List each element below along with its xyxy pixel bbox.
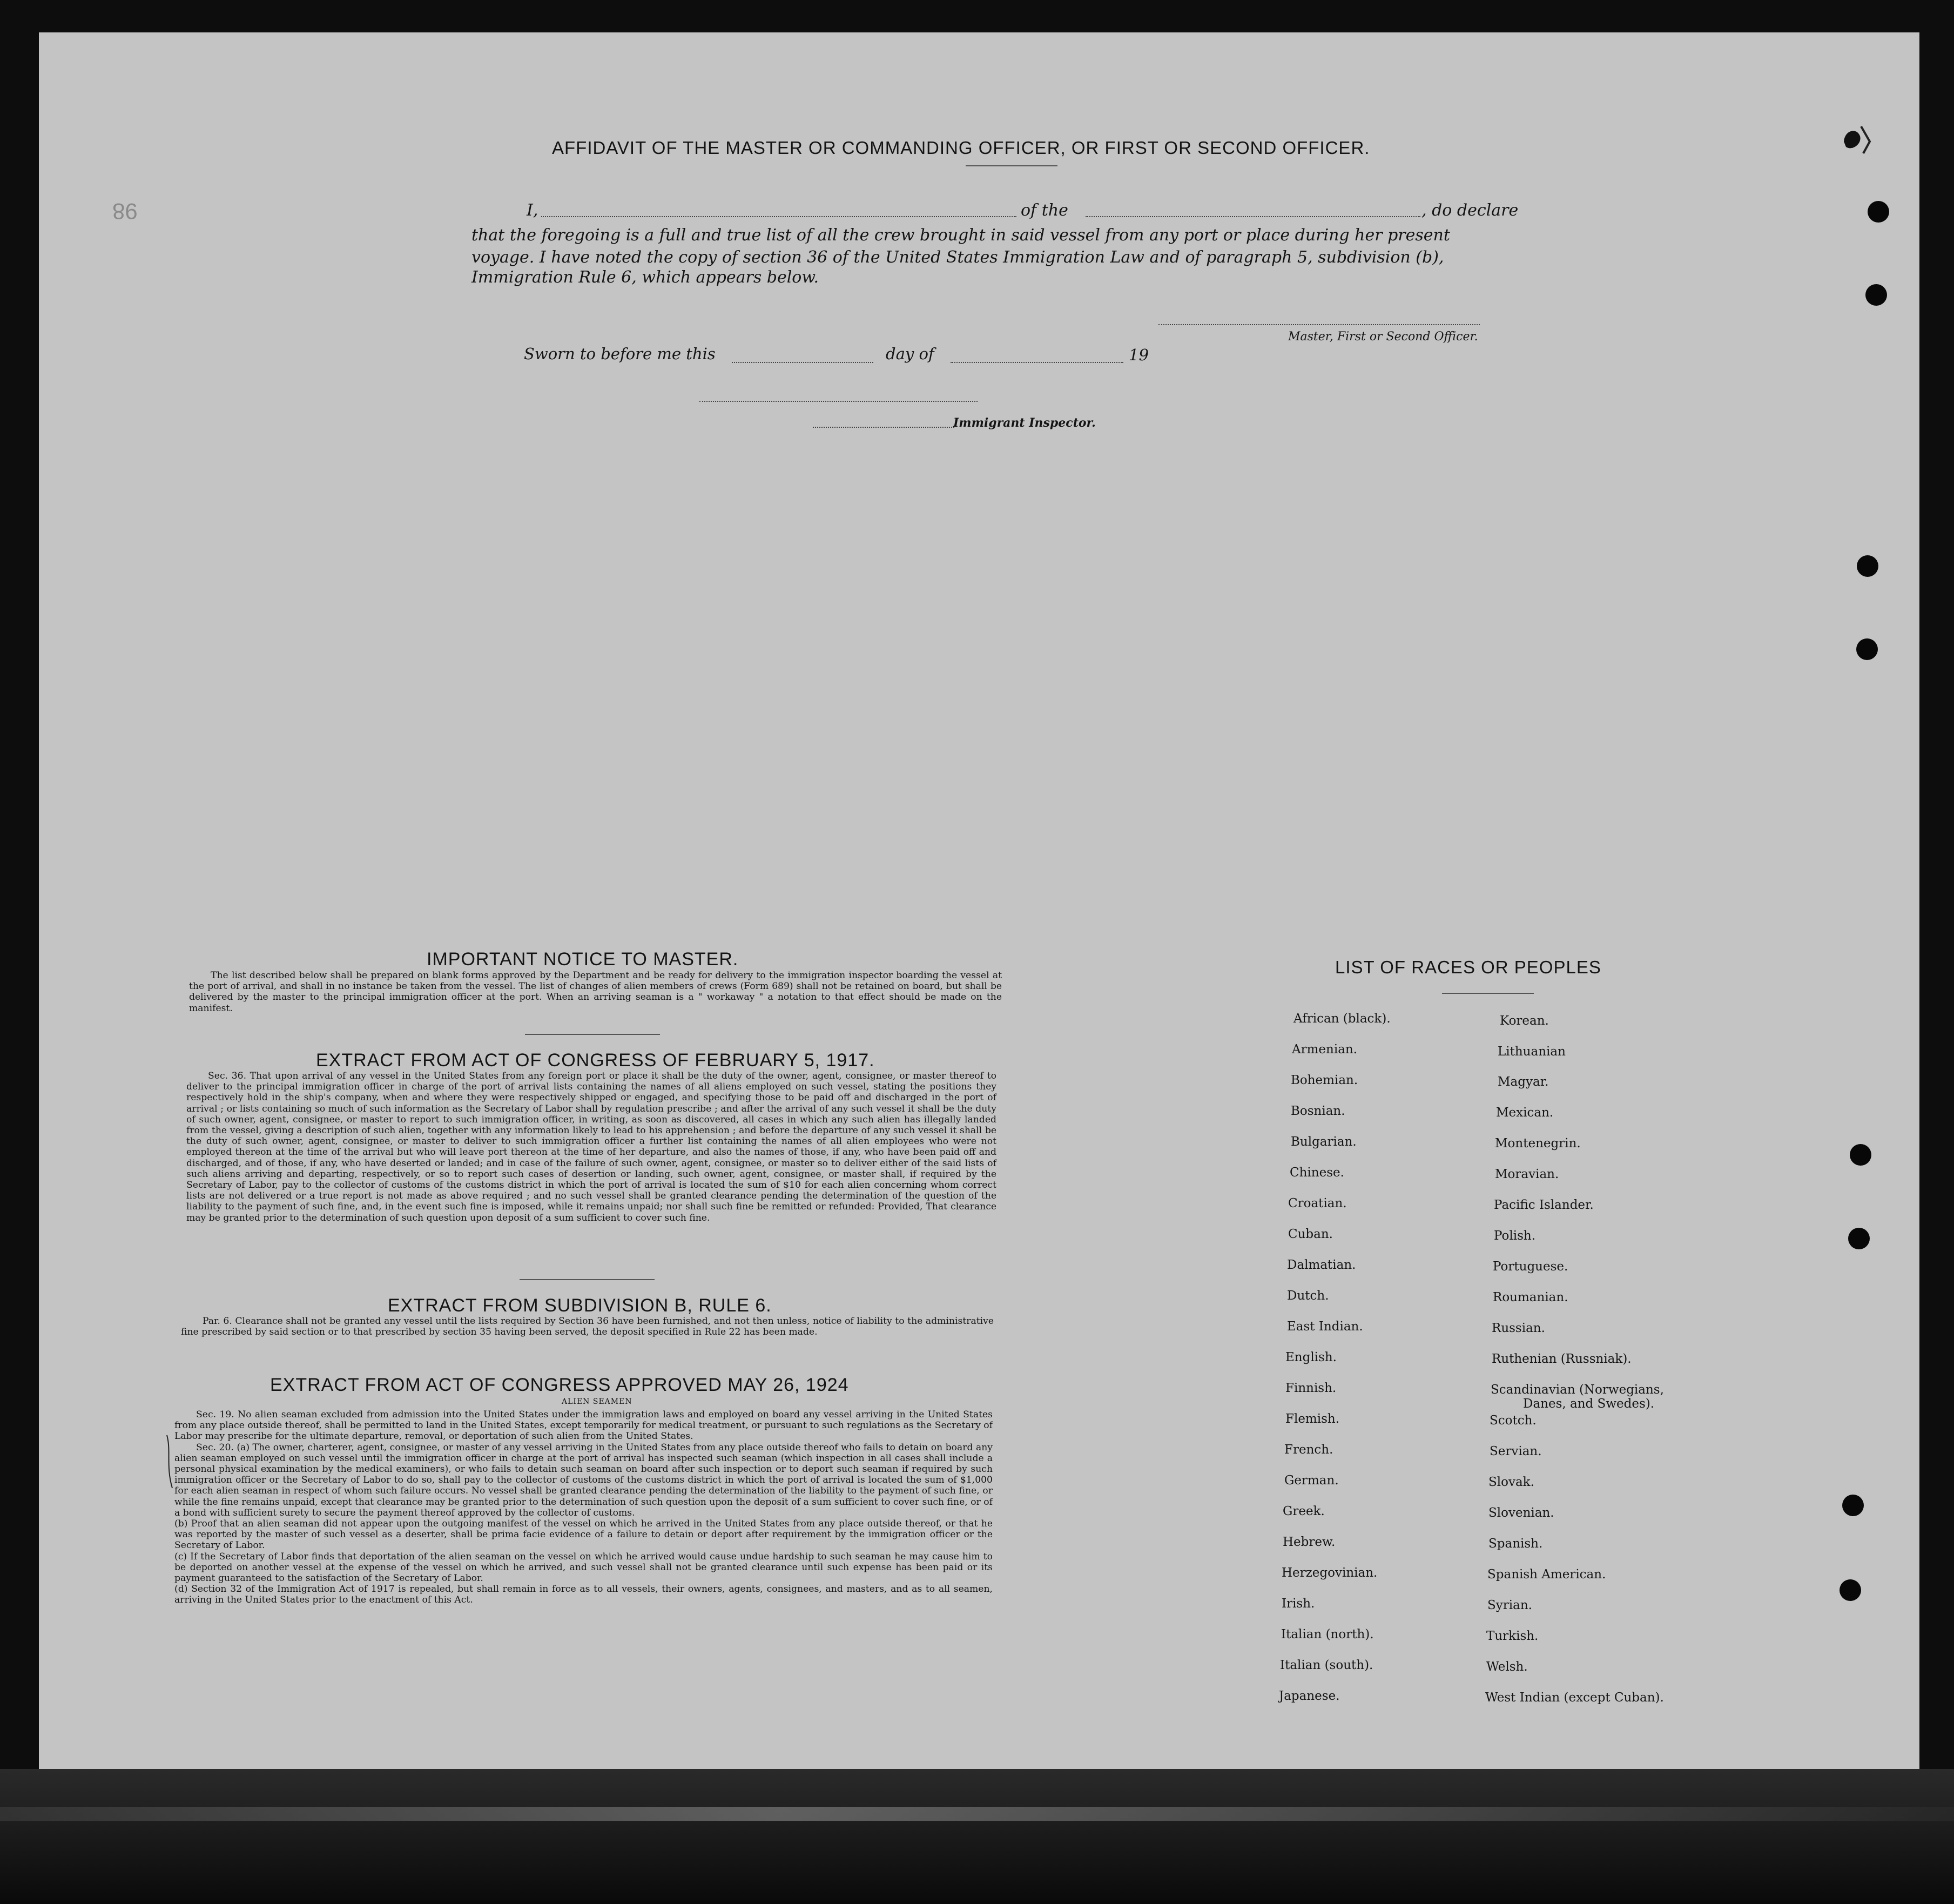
race-item: Flemish. [1285,1412,1340,1426]
extract-1924-subheading: ALIEN SEAMEN [562,1397,632,1406]
race-item: Ruthenian (Russniak). [1492,1352,1632,1366]
scan-border [0,1769,1954,1904]
race-item: Danes, and Swedes). [1523,1397,1655,1411]
divider [525,1034,660,1035]
race-item: Irish. [1282,1597,1315,1611]
race-item: Montenegrin. [1495,1136,1581,1151]
rule6-body: Par. 6. Clearance shall not be granted any vessel until the lists required by Section 36 have been furnished, and not then unless, notice of liability to the administrative fine prescribed by said section or to that prescribed by section 35 having been served, the deposit specified in Rule 22 has been made. [181,1316,994,1338]
signature-label: Master, First or Second Officer. [1288,330,1478,344]
extract-1924-para-4: (c) If the Secretary of Labor finds that deportation of the alien seaman on the vessel on which he arrived would cause undue hardship to such seaman he may cause him to be deported on another vessel at the expense of the vessel on which he arrived, and such vessel shall not be granted clearance until such expense has been paid or its payment guaranteed to the satisfaction of the Secretary of Labor. [174,1551,993,1584]
punch-hole [1856,638,1878,660]
punch-hole [1850,1144,1871,1166]
race-item: Armenian. [1292,1042,1358,1057]
punch-hole [1842,1495,1864,1516]
race-item: Mexican. [1496,1106,1554,1120]
race-item: Spanish. [1488,1537,1543,1551]
race-item: Herzegovinian. [1282,1566,1378,1580]
punch-hole [1840,1579,1861,1601]
extract-1917-body: Sec. 36. That upon arrival of any vessel in the United States from any foreign port or place it shall be the duty of the owner, agent, consignee, or master thereof to deliver to the principal immigration officer in charge of the port of arrival lists containing the names of all aliens employed on such vessel, stating the positions they respectively hold in the ship's company, when and where they were respectively shipped or engaged, and specifying those to be paid off and discharged in the port of arrival ; or lists containing so much of such information as the Secretary of Labor shall by regulation prescribe ; and after the arrival of any such vessel it shall be the duty of such owner, agent, consignee, or master to report to such immigration officer, in writing, as soon as discovered, all cases in which any such alien has illegally landed from the vessel, giving a description of such alien, together with any information likely to lead to his apprehension ; and before the departure of any such vessel it shall be the duty of such owner, agent, consignee, or master to deliver to such immigration officer a further list containing the names of all alien employees who were not employed thereon at the time of the arrival but who will leave port thereon at the time of her departure, and also the names of those, if any, who have been paid off and discharged, and of those, if any, who have deserted or landed; and in case of the failure of such owner, agent, consignee, or master so to deliver either of the said lists of such aliens arriving and departing, respectively, or so to report such cases of desertion or landing, such owner, agent, consignee, or master shall, if required by the Secretary of Labor, pay to the collector of customs of the customs district in which the port of arrival is located the sum of $10 for each alien concerning whom correct lists are not delivered or a true report is not made as above required ; and no such vessel shall be granted clearance pending the determination of the question of the liability to the payment of such fine, and, in the event such fine is imposed, while it remains unpaid; nor shall such fine be remitted or refunded: Provided, That clearance may be granted prior to the determination of such question upon deposit of a sum sufficient to cover such fine. [186,1071,996,1223]
race-item: Hebrew. [1283,1535,1336,1549]
race-item: Turkish. [1486,1629,1539,1643]
race-item: Pacific Islander. [1494,1198,1594,1212]
sworn-label: Sworn to before me this [524,345,716,363]
extract-1924-heading: EXTRACT FROM ACT OF CONGRESS APPROVED MAY 26, 1924 [270,1375,849,1395]
affidavit-of-the-label: of the [1021,201,1068,220]
race-item: Chinese. [1290,1166,1344,1180]
race-item: Russian. [1492,1321,1545,1335]
race-item: Italian (south). [1280,1658,1373,1672]
race-item: Dalmatian. [1287,1258,1356,1272]
race-item: African (black). [1293,1012,1391,1026]
race-item: Servian. [1490,1444,1542,1458]
signature-line[interactable] [1158,324,1480,325]
divider [966,165,1057,166]
extract-1924-body [174,1409,993,1606]
scan-edge-strip [0,1807,1954,1821]
race-item: Italian (north). [1281,1627,1374,1641]
vessel-blank[interactable] [1086,216,1420,217]
margin-stamp: 98 [112,199,138,224]
extract-1924-para-1: Sec. 19. No alien seaman excluded from admission into the United States under the immigration laws and employed on board any vessel arriving in the United States from any place outside thereof, shall be permitted to land in the United States, except temporarily for medical treatment, or pursuant to such regulations as the Secretary of Labor may prescribe for the ultimate departure, removal, or deportation of such alien from the United States. [174,1409,993,1442]
race-item: Greek. [1283,1504,1325,1518]
extract-1924-para-2: Sec. 20. (a) The owner, charterer, agent, consignee, or master of any vessel arriving in the United States from any place outside thereof who fails to detain on board any alien seaman employed on such vessel until the immigration officer in charge at the port of arrival has inspected such seaman (which inspection in all cases shall include a personal physical examination by the medical examiners), or who fails to detain such seaman on board after such inspection or to deport such seaman if required by such immigration officer or the Secretary of Labor to do so, shall pay to the collector of customs of the customs district in which the port of arrival is located the sum of $1,000 for each alien seaman in respect of whom such failure occurs. No vessel shall be granted clearance pending the determination of the liability to the payment of such fine, or while the fine remains unpaid, except that clearance may be granted prior to the determination of such question upon the deposit of a sum sufficient to cover such fine, or of a bond with sufficient surety to secure the payment thereof approved by the collector of customs. [174,1442,993,1518]
punch-hole [1868,201,1889,223]
affidavit-line-4: Immigration Rule 6, which appears below. [471,268,819,287]
race-item: Magyar. [1498,1075,1549,1089]
inspector-label: Immigrant Inspector. [953,416,1096,430]
day-of-label: day of [886,345,934,363]
race-item: Croatian. [1288,1196,1347,1210]
race-item: Japanese. [1279,1689,1340,1703]
race-item: Bohemian. [1291,1073,1358,1087]
race-item: Scandinavian (Norwegians, [1491,1383,1664,1397]
race-item: Syrian. [1487,1598,1532,1612]
punch-hole [1865,284,1887,306]
race-item: Slovak. [1488,1475,1534,1489]
race-item: Scotch. [1490,1414,1537,1428]
race-item: West Indian (except Cuban). [1485,1691,1664,1705]
race-item: Lithuanian [1498,1045,1566,1059]
affidavit-declare-label: , do declare [1421,201,1519,220]
affidavit-line-3: voyage. I have noted the copy of section 36 of the United States Immigration Law and of paragraph 5, subdivision (b), [471,248,1444,267]
name-blank[interactable] [541,216,1016,217]
notice-heading: IMPORTANT NOTICE TO MASTER. [427,949,739,970]
race-item: Cuban. [1288,1227,1333,1241]
corner-mark [1842,120,1872,158]
affidavit-heading: AFFIDAVIT OF THE MASTER OR COMMANDING OFFICER, OR FIRST OR SECOND OFFICER. [552,138,1370,158]
notice-body: The list described below shall be prepared on blank forms approved by the Department and be ready for delivery to the immigration inspector boarding the vessel at the port of arrival, and shall in no instance be taken from the vessel. The list of changes of alien members of crews (Form 689) shall not be retained on board, but shall be delivered by the master to the principal immigration officer at the port. When an arriving seaman is a " workaway " a notation to that effect should be made on the manifest. [189,970,1002,1014]
sworn-month-blank[interactable] [951,362,1123,363]
extract-1924-para-3: (b) Proof that an alien seaman did not appear upon the outgoing manifest of the vessel on which he arrived in the United States from any place outside thereof, or that he was reported by the master of such vessel as a deserter, shall be prima facie evidence of a failure to detain or deport after requirement by the immigration officer or the Secretary of Labor. [174,1518,993,1551]
affidavit-i-label: I, [527,201,538,220]
race-item: Spanish American. [1487,1567,1606,1582]
inspector-name-line[interactable] [813,427,954,428]
divider [520,1279,655,1280]
race-item: Moravian. [1495,1167,1559,1181]
race-item: Korean. [1500,1014,1549,1028]
rule6-heading: EXTRACT FROM SUBDIVISION B, RULE 6. [388,1295,772,1316]
race-item: Bosnian. [1291,1104,1345,1118]
extract-1924-para-5: (d) Section 32 of the Immigration Act of 1917 is repealed, but shall remain in force as to all vessels, their owners, agents, consignees, and masters, and as to all seamen, arriving in the United States prior to the enactment of this Act. [174,1584,993,1606]
race-item: Dutch. [1287,1289,1329,1303]
punch-hole [1848,1228,1870,1249]
race-item: Bulgarian. [1291,1135,1357,1149]
race-item: French. [1284,1443,1333,1457]
race-item: East Indian. [1287,1320,1363,1334]
extract-1917-heading: EXTRACT FROM ACT OF CONGRESS OF FEBRUARY 5, 1917. [316,1050,875,1071]
margin-pencil-mark [165,1434,176,1493]
race-item: Finnish. [1285,1381,1337,1395]
race-item: Welsh. [1486,1660,1528,1674]
inspector-signature-line[interactable] [699,401,978,402]
races-heading: LIST OF RACES OR PEOPLES [1335,957,1601,977]
affidavit-line-2: that the foregoing is a full and true list of all the crew brought in said vessel from any port or place during her present [471,226,1450,245]
year-label: 19 [1129,346,1149,364]
divider [1442,993,1534,994]
punch-hole [1857,555,1878,577]
race-item: Polish. [1494,1229,1536,1243]
race-item: English. [1285,1350,1337,1364]
race-item: Portuguese. [1493,1260,1568,1274]
sworn-day-blank[interactable] [732,362,873,363]
race-item: Slovenian. [1488,1506,1554,1520]
race-item: German. [1284,1474,1339,1488]
race-item: Roumanian. [1493,1290,1568,1304]
